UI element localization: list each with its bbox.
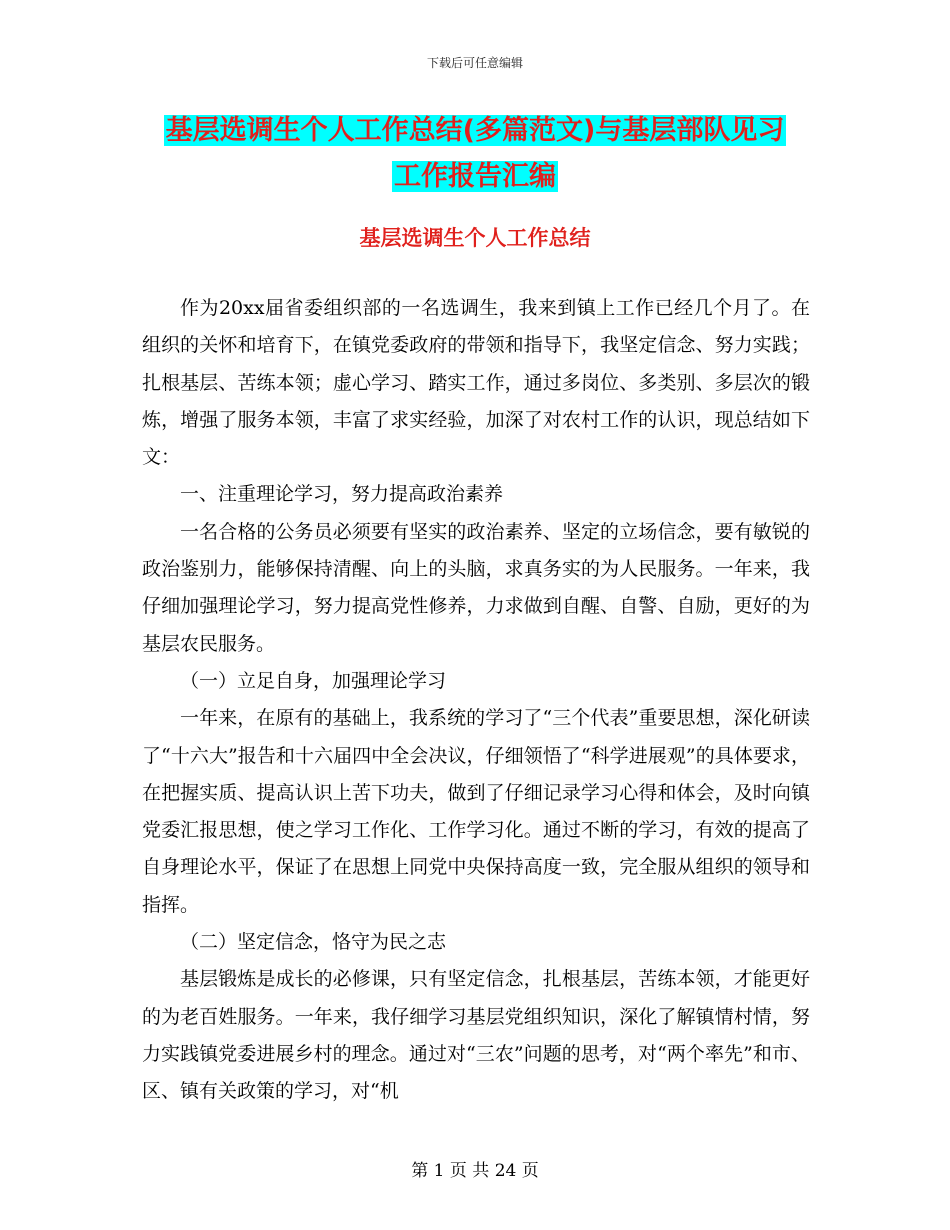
paragraph-2: 一年来，在原有的基础上，我系统的学习了“三个代表”重要思想，深化研读了“十六大”报告和十六届四中全会决议，仔细领悟了“科学进展观”的具体要求，在把握实质、提高认识上苦下功夫，做到了仔细记录学习心得和体会，及时向镇党委汇报思想，使之学习工作化、工作学习化。通过不断的学习，有效的提高了自身理论水平，保证了在思想上同党中央保持高度一致，完全服从组织的领导和指挥。: [142, 707, 810, 916]
section-title: 基层选调生个人工作总结: [359, 226, 591, 250]
document-title: [0, 108, 950, 200]
title-line-1: [0, 108, 950, 154]
heading-1: 一、注重理论学习，努力提高政治素养: [180, 483, 504, 506]
paragraph-intro: 作为20xx届省委组织部的一名选调生，我来到镇上工作已经几个月了。在组织的关怀和培育下，在镇党委政府的带领和指导下，我坚定信念、努力实践；扎根基层、苦练本领；虚心学习、踏实工作，通过多岗位、多类别、多层次的锻炼，增强了服务本领，丰富了求实经验，加深了对农村工作的认识，现总结如下文：: [142, 297, 810, 469]
subheading-2: （二）坚定信念，恪守为民之志: [180, 931, 447, 954]
document-body: [142, 290, 810, 1111]
title-line-1-text: 基层选调生个人工作总结(多篇范文)与基层部队见习: [165, 115, 785, 146]
paragraph-1: 一名合格的公务员必须要有坚实的政治素养、坚定的立场信念，要有敏锐的政治鉴别力，能够保持清醒、向上的头脑，求真务实的为人民服务。一年来，我仔细加强理论学习，努力提高党性修养，力求做到自醒、自警、自励，更好的为基层农民服务。: [142, 520, 810, 655]
title-line-2-text: 工作报告汇编: [394, 161, 556, 192]
paragraph-3: 基层锻炼是成长的必修课，只有坚定信念，扎根基层，苦练本领，才能更好的为老百姓服务。一年来，我仔细学习基层党组织知识，深化了解镇情村情，努力实践镇党委进展乡村的理念。通过对“三农”问题的思考，对“两个率先”和市、区、镇有关政策的学习，对“机: [142, 968, 810, 1103]
page-footer: 第 1 页 共 24 页: [411, 1161, 539, 1181]
subheading-1: （一）立足自身，加强理论学习: [180, 669, 447, 692]
title-line-2: [0, 154, 950, 200]
header-note: 下载后可任意编辑: [426, 56, 523, 70]
